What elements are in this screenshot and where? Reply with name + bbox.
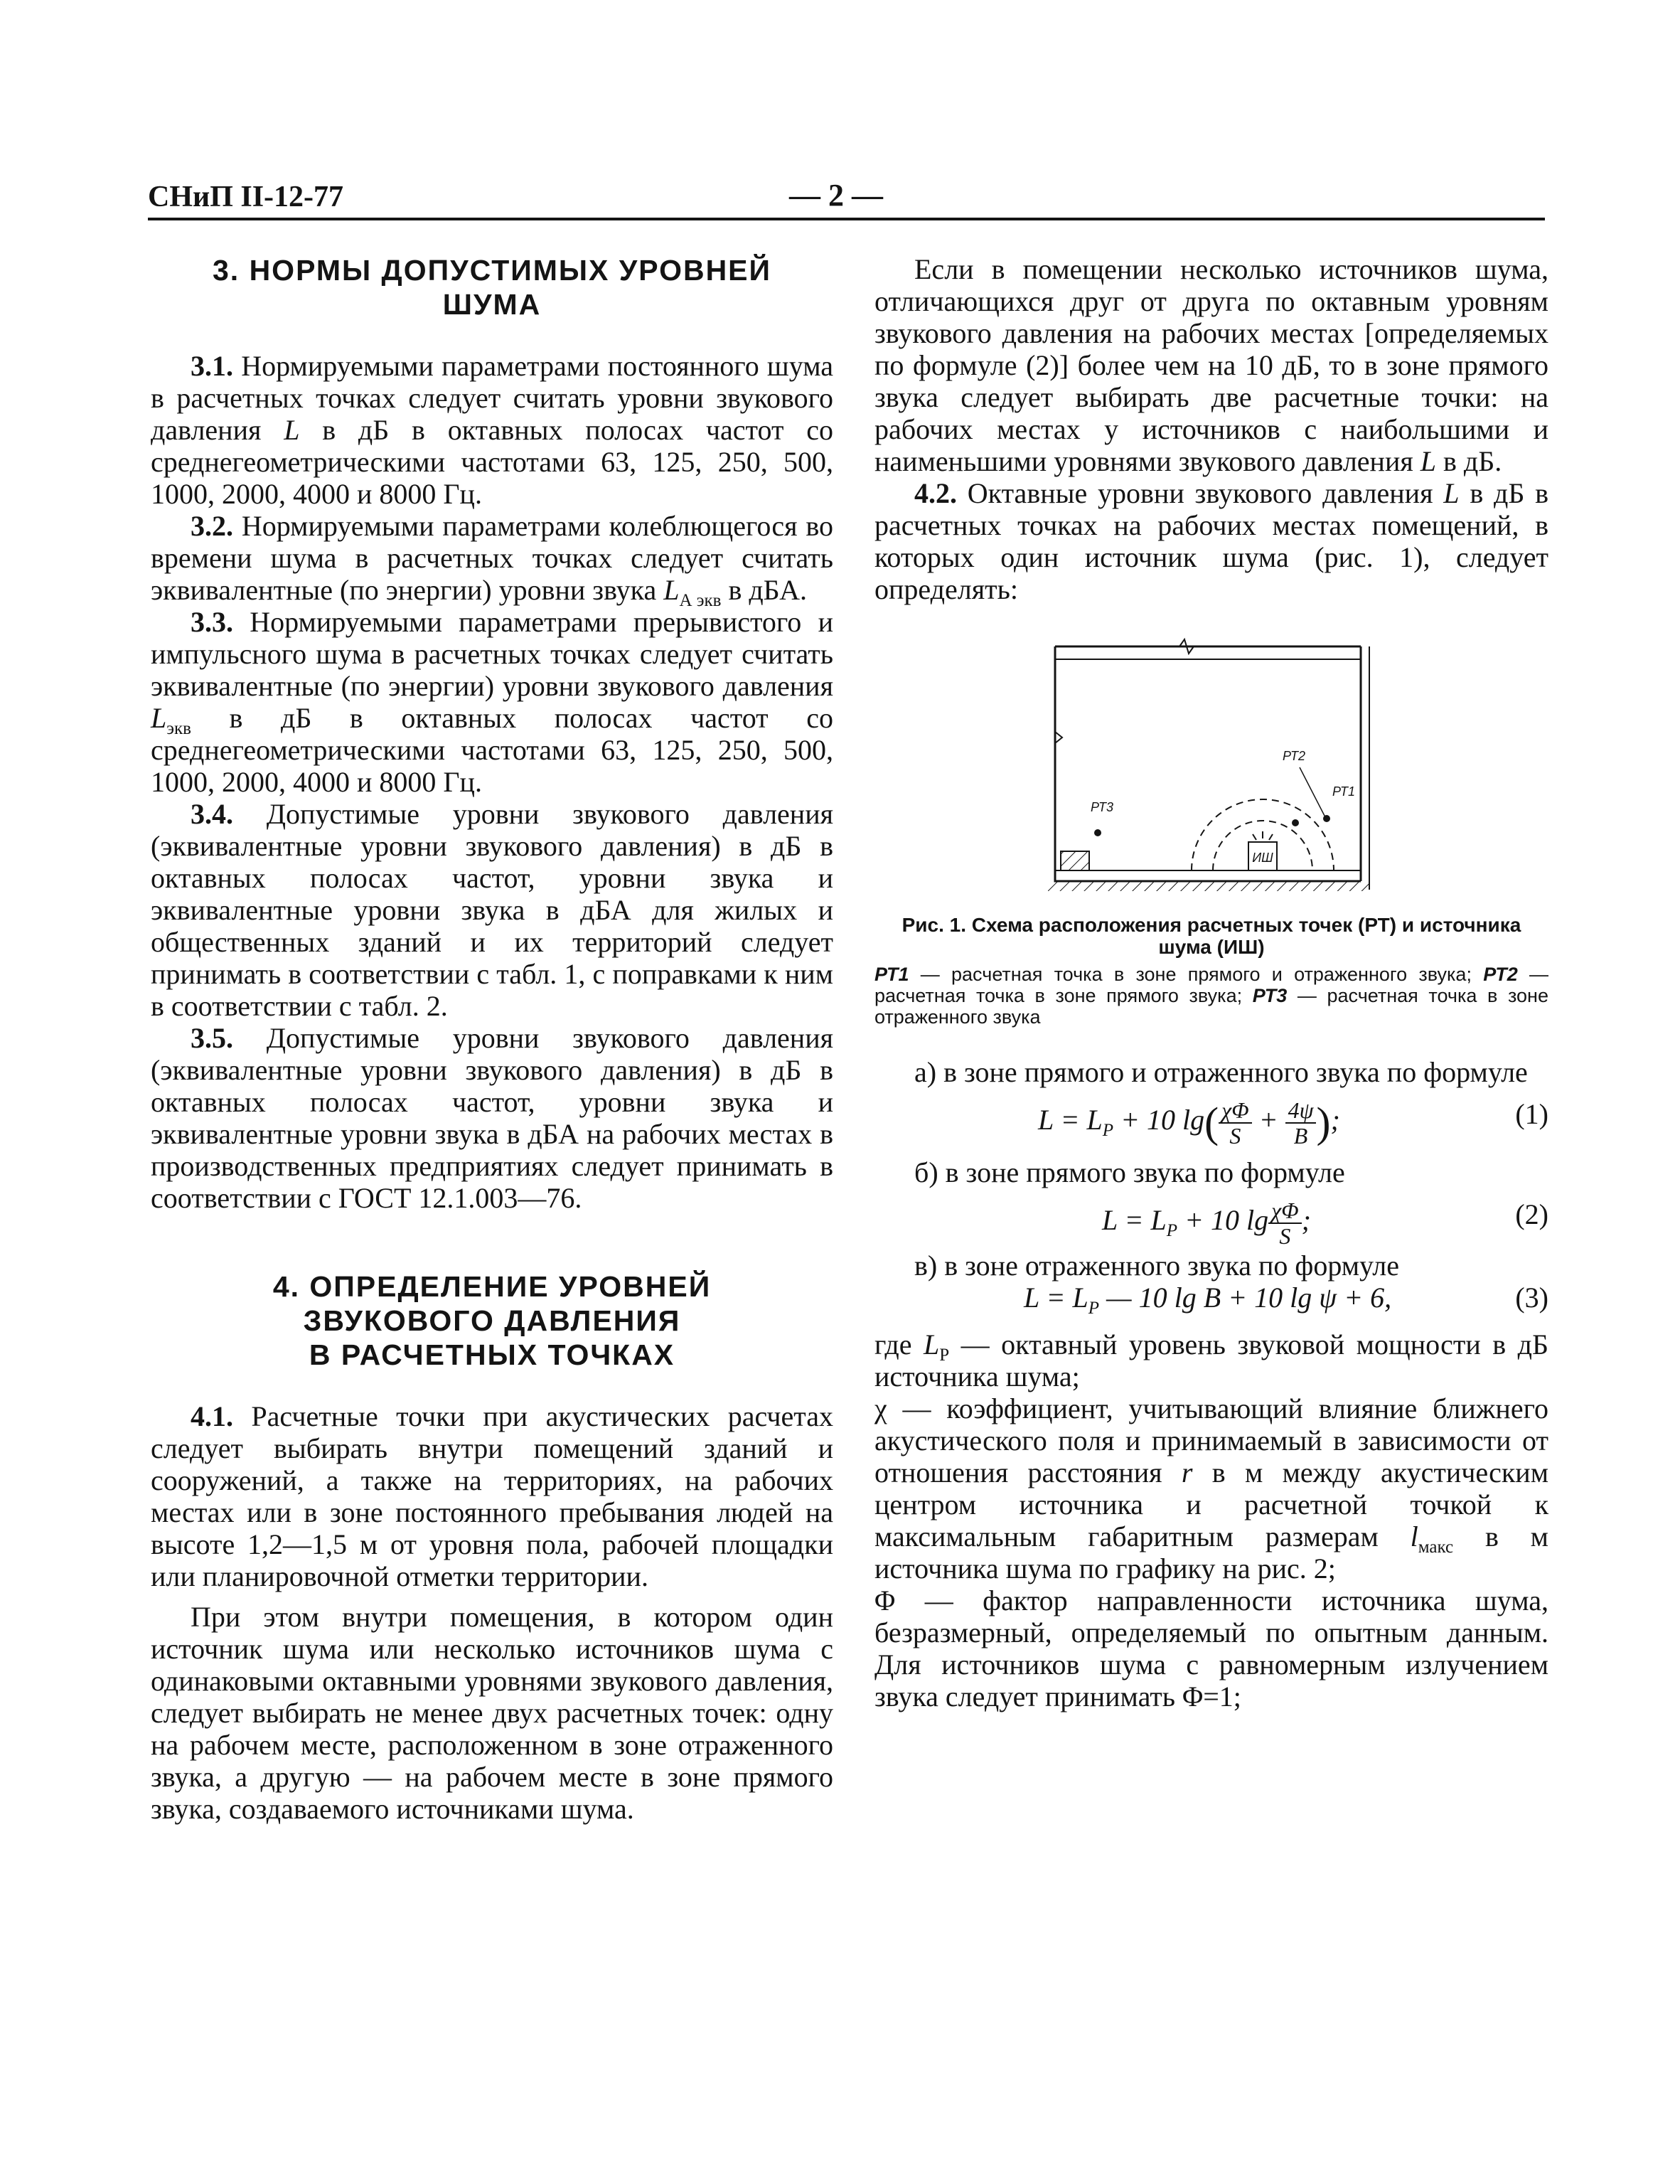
numerator: χΦ — [1219, 1098, 1251, 1124]
section-4-title — [151, 1269, 833, 1372]
label-pt2: РТ2 — [1283, 749, 1306, 763]
formula-1-expression: $L = L_P + 10$ lg( $\frac{\chi\Phi}{S}$ + $\frac{4\psi}{B}$ ); — [1038, 1097, 1340, 1149]
noise-source-symbol — [1248, 831, 1277, 870]
formula-subscript: P — [1166, 1221, 1178, 1241]
paragraph-text: в дБА. — [721, 574, 808, 606]
formula-text: L = L — [1038, 1104, 1103, 1136]
document-code: СНиП II-12-77 — [148, 181, 344, 213]
clause-number: 4.2. — [914, 477, 957, 509]
paragraph-4-1-cont: При этом внутри помещения, в котором один источник шума или несколько источников шума с одинаковыми октавными уровнями звукового давления, следует выбирать не менее двух расчетных точек: одну на рабочем месте, расположенном в зоне отраженного звука, а другую — на рабочем месте в зоне прямого звука, создаваемого источниками шума. — [151, 1601, 833, 1825]
numerator: χΦ — [1268, 1198, 1301, 1224]
denominator: B — [1293, 1123, 1308, 1149]
subscript: экв — [166, 719, 191, 738]
figure-caption: Рис. 1. Схема расположения расчетных точек (РТ) и источника шума (ИШ) — [901, 914, 1521, 958]
subscript: макс — [1418, 1538, 1454, 1557]
clause-number: 3.1. — [191, 350, 233, 382]
point-pt2 — [1292, 819, 1299, 826]
label-source: ИШ — [1252, 851, 1273, 865]
page-number: — 2 — — [789, 178, 883, 213]
formula-text: — 10 lg B + 10 lg ψ + 6, — [1099, 1282, 1392, 1314]
formula-2 — [874, 1188, 1548, 1249]
clause-number: 3.2. — [191, 510, 233, 542]
legend-key: РТ3 — [1252, 985, 1288, 1006]
figure-legend — [874, 964, 1548, 1028]
formula-text: + 10 lg — [1113, 1104, 1205, 1136]
legend-key: РТ1 — [874, 964, 909, 985]
formula-text: L = L — [1024, 1282, 1088, 1314]
formula-3 — [874, 1282, 1548, 1319]
variable-L: L — [151, 702, 167, 734]
paragraph-3-4 — [151, 798, 833, 1022]
numerator: 4ψ — [1285, 1098, 1317, 1124]
paragraph-4-1 — [151, 1400, 833, 1592]
formula-1 — [874, 1088, 1548, 1149]
formula-2-intro: б) в зоне прямого звука по формуле — [914, 1156, 1345, 1188]
formula-3-number: (3) — [1515, 1282, 1548, 1314]
fraction — [1285, 1098, 1317, 1148]
paragraph-text: Нормируемыми параметрами прерывистого и импульсного шума в расчетных точках следует считать эквивалентные (по энергии) уровни звукового давления — [151, 606, 833, 702]
variable-L: L — [1420, 445, 1437, 477]
formula-text: L = L — [1102, 1204, 1167, 1237]
clause-number: 3.5. — [191, 1022, 233, 1054]
variable-L: L — [1443, 477, 1460, 509]
paragraph-text: Допустимые уровни звукового давления (эквивалентные уровни звукового давления) в дБ в октавных полосах частот, уровни звука и эквивалентные уровни звука в дБА для жилых и общественных зданий и их территорий следует принимать в соответствии с табл. 1, с поправками к ним в соответствии с табл. 2. — [151, 798, 833, 1022]
variable-r: r — [1181, 1456, 1193, 1488]
formula-1-intro: а) в зоне прямого и отраженного звука по формуле — [914, 1056, 1528, 1088]
section-3-title — [151, 253, 833, 321]
paragraph-text: Допустимые уровни звукового давления (эквивалентные уровни звукового давления) в дБ в октавных полосах частот, уровни звука и эквивалентные уровни звука в дБА на рабочих местах в производственных предприятиях следует принимать в соответствии с ГОСТ 12.1.003—76. — [151, 1022, 833, 1214]
clause-number: 3.4. — [191, 798, 233, 830]
paragraph-4-2 — [874, 477, 1548, 605]
legend-text: — расчетная точка в зоне отраженного звука — [874, 985, 1548, 1028]
paragraph-text: в дБ. — [1436, 445, 1502, 477]
section-4-title-line-2: ЗВУКОВОГО ДАВЛЕНИЯ — [303, 1304, 681, 1337]
definition-chi — [874, 1392, 1548, 1584]
formula-3-intro: в) в зоне отраженного звука по формуле — [914, 1250, 1399, 1282]
definition-text: — октавный уровень звуковой мощности в дБ источника шума; — [874, 1328, 1548, 1392]
paragraph-4-1-multiple-sources — [874, 253, 1548, 477]
paragraph-text: Расчетные точки при акустических расчетах следует выбирать внутри помещений зданий и сооружений, а также на территориях, на рабочих местах или в зоне постоянного пребывания людей на высоте 1,2—1,5 м от уровня пола, рабочей площадки или планировочной отметки территории. — [151, 1400, 833, 1592]
formula-subscript: P — [1102, 1121, 1114, 1141]
variable-L: L — [924, 1328, 940, 1360]
formula-subscript: P — [1088, 1299, 1100, 1318]
room-outline — [1048, 639, 1369, 891]
definition-text: где — [874, 1328, 924, 1360]
point-pt1 — [1323, 815, 1330, 822]
section-4-title-line-1: 4. ОПРЕДЕЛЕНИЕ УРОВНЕЙ — [272, 1270, 712, 1303]
fraction — [1268, 1198, 1301, 1248]
definition-text: χ — коэффициент, учитывающий влияние ближнего акустического поля и принимаемый в зависимости от отношения расстояния — [874, 1392, 1548, 1488]
point-pt3 — [1094, 829, 1101, 836]
subscript: А экв — [679, 591, 722, 610]
label-pt1: РТ1 — [1332, 784, 1356, 799]
legend-text: — расчетная точка в зоне прямого и отраженного звука; — [909, 964, 1484, 985]
fraction — [1219, 1098, 1251, 1148]
formula-text: ; — [1330, 1104, 1340, 1136]
paragraph-text: Нормируемыми параметрами постоянного шума в расчетных точках следует считать уровни звукового давления — [151, 350, 833, 446]
paragraph-3-1 — [151, 350, 833, 510]
legend-text: — расчетная точка в зоне прямого звука; — [874, 964, 1548, 1006]
variable-L: L — [663, 574, 680, 606]
paragraph-text: в дБ в расчетных точках на рабочих местах помещений, в которых один источник шума (рис. 1), следует определять: — [874, 477, 1548, 605]
variable-l: l — [1410, 1520, 1418, 1552]
paragraph-text: Октавные уровни звукового давления — [957, 477, 1444, 509]
formula-text: ; — [1301, 1204, 1311, 1237]
paragraph-3-3 — [151, 606, 833, 798]
formula-text: + — [1258, 1104, 1278, 1136]
variable-L: L — [284, 414, 300, 446]
clause-number: 4.1. — [191, 1400, 233, 1432]
left-column — [151, 253, 833, 1825]
formula-2-number: (2) — [1515, 1198, 1548, 1230]
paragraph-text: в дБ в октавных полосах частот со среднегеометрическими частотами 63, 125, 250, 500, 1000, 2000, 4000 и 8000 Гц. — [151, 414, 833, 510]
definition-text: в м между акустическим центром источника и расчетной точкой к максимальным габаритным размерам — [874, 1456, 1549, 1552]
paragraph-text: Нормируемыми параметрами колеблющегося во времени шума в расчетных точках следует считать эквивалентные (по энергии) уровни звука — [151, 510, 833, 606]
label-pt3: РТ3 — [1091, 800, 1114, 814]
formula-3-expression — [1024, 1282, 1392, 1318]
section-4-title-line-3: В РАСЧЕТНЫХ ТОЧКАХ — [309, 1338, 675, 1371]
paragraph-3-5 — [151, 1022, 833, 1214]
definition-Lp — [874, 1328, 1548, 1392]
formula-1-number: (1) — [1515, 1098, 1548, 1130]
denominator: S — [1279, 1223, 1291, 1249]
definition-text: в м источника шума по графику на рис. 2; — [874, 1520, 1548, 1584]
denominator: S — [1229, 1123, 1241, 1149]
legend-key: РТ2 — [1483, 964, 1518, 985]
formula-text: + 10 lg — [1177, 1204, 1269, 1237]
paragraph-3-2 — [151, 510, 833, 610]
paragraph-text: в дБ в октавных полосах частот со среднегеометрическими частотами 63, 125, 250, 500, 1000, 2000, 4000 и 8000 Гц. — [151, 702, 833, 798]
subscript: P — [939, 1346, 950, 1365]
paragraph-text: Если в помещении несколько источников шума, отличающихся друг от друга по октавным уровням звукового давления на рабочих местах [определяемых по формуле (2)] более чем на 10 дБ, то в зоне прямого звука следует выбирать две расчетные точки: на рабочих местах у источников с наибольшими и наименьшими уровнями звукового давления — [874, 253, 1548, 477]
formula-2-expression — [1102, 1198, 1311, 1248]
header-rule — [148, 218, 1545, 220]
definition-phi: Φ — фактор направленности источника шума, безразмерный, определяемый по опытным данным. Для источников шума с равномерным излучением звука следует принимать Φ=1; — [874, 1584, 1548, 1712]
section-3-title-line-1: 3. НОРМЫ ДОПУСТИМЫХ УРОВНЕЙ — [212, 254, 771, 287]
room-diagram-figure — [1048, 625, 1375, 910]
clause-number: 3.3. — [191, 606, 233, 638]
right-column — [874, 253, 1548, 1712]
section-3-title-line-2: ШУМА — [442, 288, 542, 321]
